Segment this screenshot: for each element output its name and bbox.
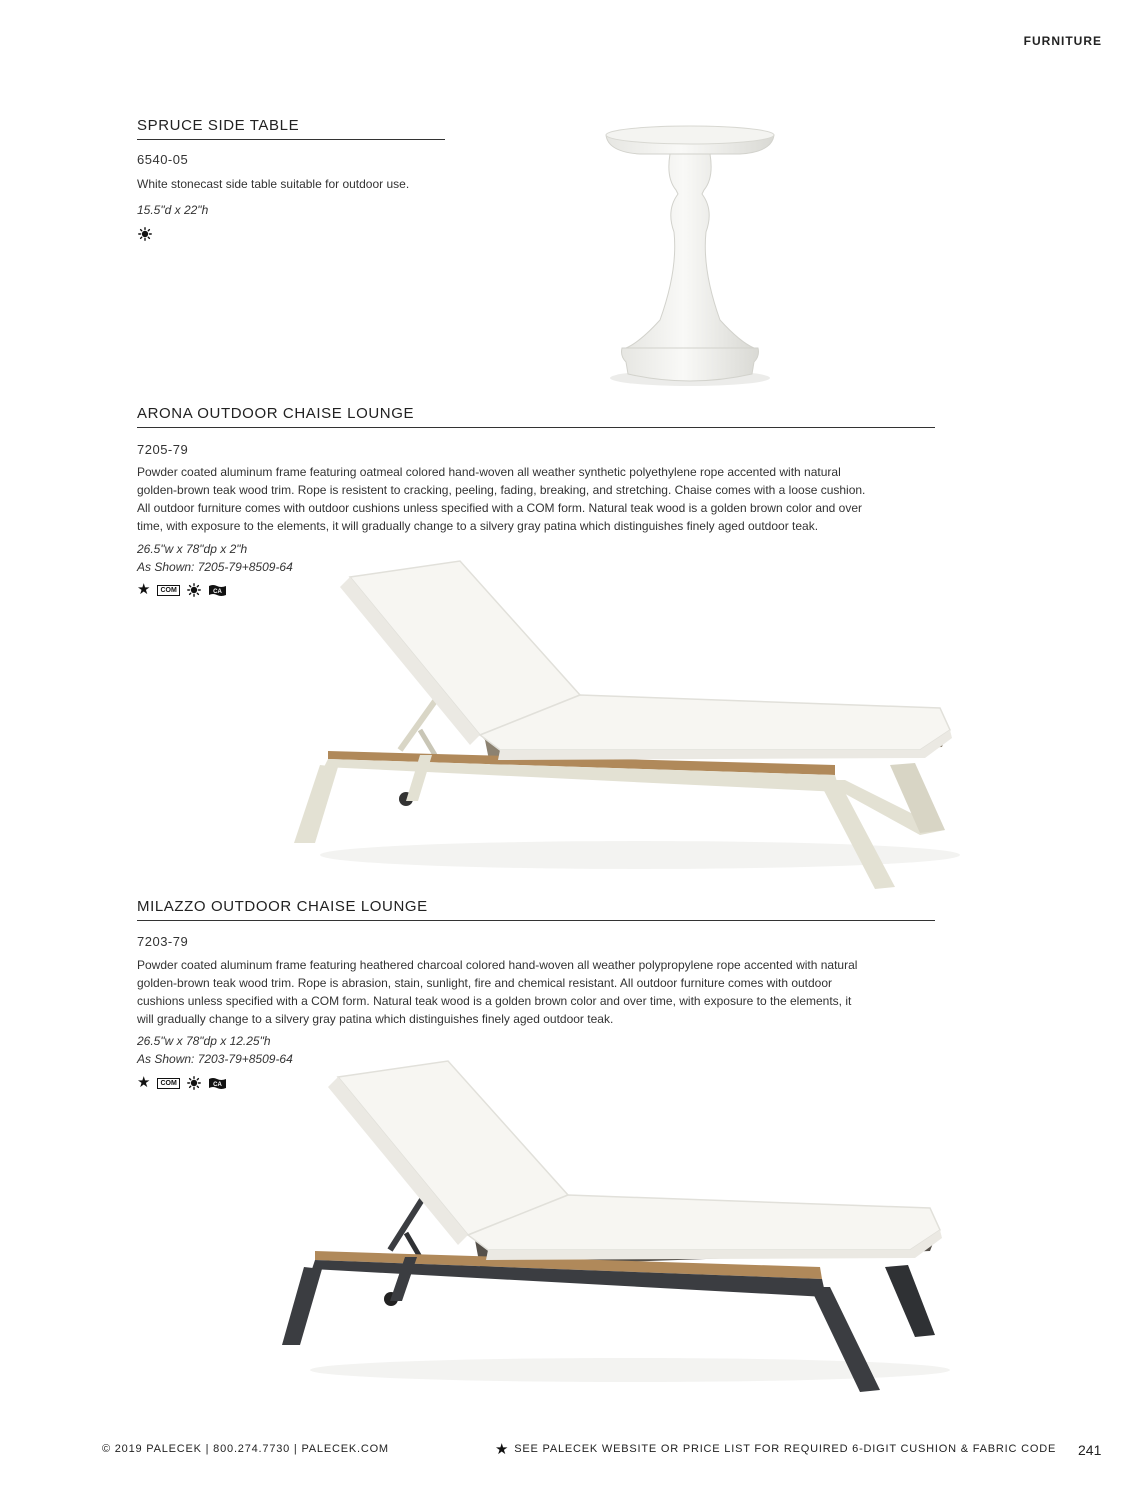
product-dimensions: 26.5"w x 78"dp x 2"h	[137, 542, 248, 556]
product-sku: 6540-05	[137, 152, 189, 167]
star-icon: ★	[137, 1074, 151, 1091]
page-number: 241	[1078, 1442, 1102, 1458]
feature-icons	[137, 1075, 227, 1091]
flag-icon	[208, 584, 227, 597]
com-icon: COM	[157, 1078, 179, 1089]
com-icon: COM	[157, 585, 179, 596]
product-as-shown: As Shown: 7203-79+8509-64	[137, 1052, 293, 1066]
footer-note-text: SEE PALECEK WEBSITE OR PRICE LIST FOR REQUIRED 6-DIGIT CUSHION & FABRIC CODE	[514, 1443, 1057, 1455]
description-line: time, with exposure to the elements, it will gradually change to a silvery gray patina which distinguishes finely aged outdoor teak.	[137, 519, 819, 533]
feature-icons	[137, 582, 227, 598]
footer-copyright: © 2019 PALECEK | 800.274.7730 | PALECEK.COM	[102, 1443, 389, 1455]
product-dimensions: 26.5"w x 78"dp x 12.25"h	[137, 1034, 271, 1048]
product-description	[137, 463, 967, 535]
product-sku: 7205-79	[137, 442, 189, 457]
sun-icon	[138, 227, 152, 241]
footer-note	[495, 1440, 1056, 1458]
description-line: golden-brown teak wood trim. Rope is abrasion, stain, sunlight, fire and chemical resistant. All outdoor furniture comes with outdoor	[137, 976, 833, 990]
side-table-photo	[590, 120, 790, 390]
product-sku: 7203-79	[137, 934, 189, 949]
description-line: Powder coated aluminum frame featuring oatmeal colored hand-woven all weather synthetic polyethylene rope accented with natural	[137, 465, 841, 479]
flag-icon-label: CA	[212, 588, 222, 595]
product-as-shown: As Shown: 7205-79+8509-64	[137, 560, 293, 574]
description-line: All outdoor furniture comes with outdoor cushions unless specified with a COM form. Natural teak wood is a golden brown color and over	[137, 501, 863, 515]
sun-icon	[187, 1076, 201, 1090]
flag-icon-label: CA	[212, 1081, 222, 1088]
product-title-arona: ARONA OUTDOOR CHAISE LOUNGE	[137, 405, 935, 428]
description-line: Powder coated aluminum frame featuring heathered charcoal colored hand-woven all weather polypropylene rope accented with natural	[137, 958, 858, 972]
star-icon: ★	[495, 1441, 510, 1458]
flag-icon	[208, 1077, 227, 1090]
description-line: will gradually change to a silvery gray patina which distinguishes finely aged outdoor teak.	[137, 1012, 614, 1026]
product-title-milazzo: MILAZZO OUTDOOR CHAISE LOUNGE	[137, 898, 935, 921]
feature-icons	[138, 226, 152, 242]
product-title-spruce: SPRUCE SIDE TABLE	[137, 117, 445, 140]
product-description: White stonecast side table suitable for outdoor use.	[137, 177, 410, 191]
sun-icon	[187, 583, 201, 597]
star-icon: ★	[137, 581, 151, 598]
milazzo-chaise-photo	[270, 1055, 960, 1400]
arona-chaise-photo	[280, 555, 970, 900]
description-line: golden-brown teak wood trim. Rope is resistent to cracking, peeling, fading, breaking, and stretching. Chaise comes with a loose cushion.	[137, 483, 866, 497]
product-dimensions: 15.5"d x 22"h	[137, 203, 209, 217]
product-description	[137, 956, 967, 1028]
description-line: cushions unless specified with a COM form. Natural teak wood is a golden brown color and over time, with exposure to the elements, it	[137, 994, 852, 1008]
section-label: FURNITURE	[1023, 34, 1102, 48]
